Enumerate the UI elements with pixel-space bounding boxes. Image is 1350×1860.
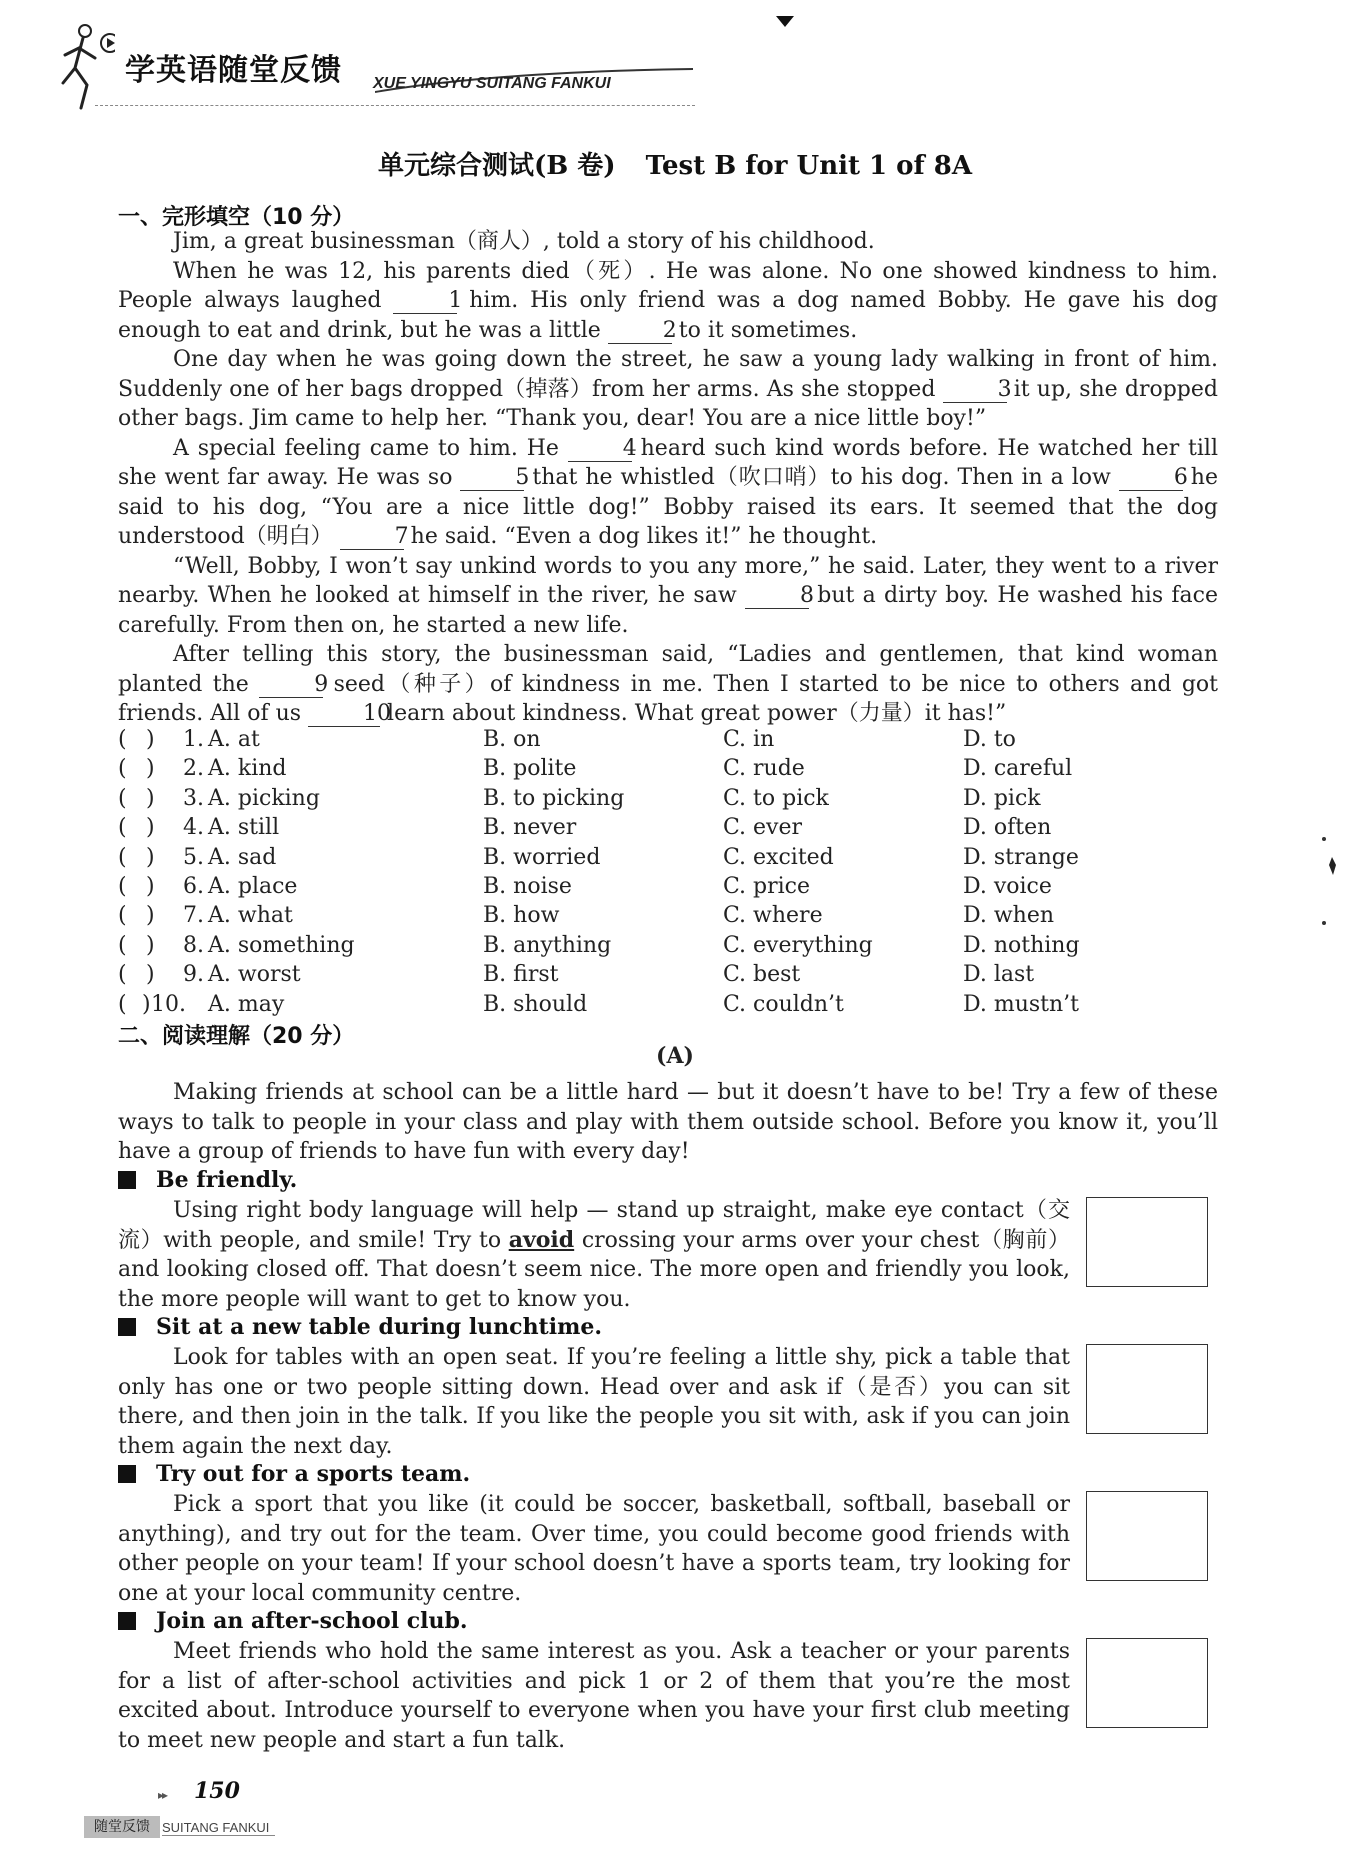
option-d: D. when — [963, 903, 1055, 929]
answer-box[interactable] — [1086, 1344, 1208, 1434]
option-row: ( ) 1. A. at B. on C. in D. to — [118, 725, 1218, 754]
triangle-marker-icon — [776, 16, 794, 27]
blank-2[interactable]: 2 — [608, 319, 672, 344]
blank-4[interactable]: 4 — [568, 437, 632, 462]
option-d: D. strange — [963, 844, 1079, 870]
tip-heading: Join an after-school club. — [118, 1608, 468, 1634]
option-row: ( ) 10. A. may B. should C. couldn’t D. mustn’t — [118, 990, 1218, 1019]
square-bullet-icon — [118, 1318, 136, 1336]
blank-7[interactable]: 7 — [340, 525, 404, 550]
cloze-paragraph: After telling this story, the businessman said, “Ladies and gentlemen, that kind woman planted the 9 seed（种子）of kindness in me. Then I started to be nice to others and got friends. All of us 10 learn about kindness. What great power（力量）it has!” — [118, 642, 1218, 726]
blank-10[interactable]: 10 — [308, 702, 380, 727]
blank-8[interactable]: 8 — [745, 584, 809, 609]
passage-label: (A) — [656, 1043, 694, 1069]
series-title-cn: 学英语随堂反馈 — [125, 53, 342, 88]
option-b: B. first — [483, 962, 559, 988]
answer-box[interactable] — [1086, 1638, 1208, 1728]
answer-paren[interactable]: ) — [146, 873, 155, 899]
cloze-paragraph: A special feeling came to him. He 4 heard such kind words before. He watched her till she went far away. He was so 5 that he whistled（吹口哨）to his dog. Then in a low 6 he said to his dog, “You are a nice little dog!” Bobby raised its ears. It seemed that the dog understood（明白） 7 he said. “Even a dog likes it!” he thought. — [118, 435, 1218, 549]
option-b: B. worried — [483, 844, 601, 870]
test-title — [0, 145, 1350, 182]
option-row: ( ) 7. A. what B. how C. where D. when — [118, 901, 1218, 930]
option-b: B. anything — [483, 932, 612, 958]
option-c: C. where — [723, 903, 823, 929]
option-d: D. nothing — [963, 932, 1080, 958]
cloze-passage — [118, 227, 1218, 729]
cloze-paragraph: “Well, Bobby, I won’t say unkind words to you any more,” he said. Later, they went to a river nearby. When he looked at himself in the river, he saw 8 but a dirty boy. He washed his face carefully. From then on, he started a new life. — [118, 553, 1219, 638]
option-b: B. on — [483, 727, 541, 752]
page-footer — [84, 1770, 384, 1850]
answer-paren[interactable]: ) — [146, 785, 155, 811]
option-row: ( ) 4. A. still B. never C. ever D. often — [118, 813, 1218, 842]
answer-paren[interactable]: ) — [146, 815, 155, 841]
test-title-en: Test B for Unit 1 of 8A — [645, 151, 973, 181]
runner-logo-icon — [55, 23, 115, 113]
option-row: ( ) 9. A. worst B. first C. best D. last — [118, 960, 1218, 989]
answer-paren[interactable]: ) — [146, 727, 155, 752]
cloze-options — [118, 725, 1218, 1019]
option-b: B. how — [483, 903, 560, 929]
square-bullet-icon — [118, 1171, 136, 1189]
tip-paragraph: Meet friends who hold the same interest as you. Ask a teacher or your parents for a list of after-school activities and pick 1 or 2 of them that you’re the most excited about. Introduce yourself to everyone when you have your first club meeting to meet new people and start a fun talk. — [118, 1639, 1070, 1753]
option-a: A. still — [208, 815, 280, 841]
option-row: ( ) 5. A. sad B. worried C. excited D. strange — [118, 843, 1218, 872]
cloze-paragraph: Jim, a great businessman（商人）, told a story of his childhood. — [173, 229, 875, 254]
option-b: B. should — [483, 991, 588, 1017]
tip-heading: Sit at a new table during lunchtime. — [118, 1314, 602, 1340]
blank-9[interactable]: 9 — [259, 673, 323, 698]
square-bullet-icon — [118, 1465, 136, 1483]
blank-6[interactable]: 6 — [1119, 466, 1183, 491]
option-a: A. kind — [208, 756, 287, 782]
option-c: C. price — [723, 873, 811, 899]
option-d: D. often — [963, 815, 1052, 841]
option-a: A. worst — [208, 962, 301, 988]
page-header — [55, 15, 655, 115]
option-a: A. at — [208, 727, 260, 752]
option-b: B. polite — [483, 756, 577, 782]
option-d: D. mustn’t — [963, 991, 1080, 1017]
cloze-paragraph: One day when he was going down the street, he saw a young lady walking in front of him. Suddenly one of her bags dropped（掉落）from her arms. As she stopped 3 it up, she dropped other bags. Jim came to help her. “Thank you, dear! You are a nice little boy!” — [118, 347, 1218, 431]
option-b: B. noise — [483, 873, 572, 899]
option-d: D. voice — [963, 873, 1052, 899]
answer-paren[interactable]: ) — [146, 756, 155, 782]
option-c: C. to pick — [723, 785, 829, 811]
option-b: B. to picking — [483, 785, 625, 811]
scan-speck-icon — [1320, 835, 1340, 935]
option-c: C. in — [723, 727, 775, 752]
option-c: C. excited — [723, 844, 834, 870]
option-c: C. best — [723, 962, 801, 988]
option-a: A. place — [208, 873, 298, 899]
double-arrow-icon: ▸▸ — [158, 1788, 167, 1802]
page-number: 150 — [194, 1778, 240, 1804]
option-a: A. something — [208, 932, 355, 958]
answer-paren[interactable]: ) — [146, 962, 155, 988]
series-title-en: XUE YINGYU SUITANG FANKUI — [373, 75, 611, 92]
option-a: A. sad — [208, 844, 277, 870]
option-c: C. rude — [723, 756, 805, 782]
blank-5[interactable]: 5 — [460, 466, 524, 491]
option-row: ( ) 8. A. something B. anything C. everything D. nothing — [118, 931, 1218, 960]
option-d: D. to — [963, 727, 1016, 752]
option-a: A. what — [208, 903, 293, 929]
answer-paren[interactable]: ) — [146, 844, 155, 870]
cloze-paragraph: When he was 12, his parents died（死）. He was alone. No one showed kindness to him. People always laughed 1 him. His only friend was a dog named Bobby. He gave his dog enough to eat and drink, but he was a little 2 to it sometimes. — [118, 258, 1218, 343]
blank-1[interactable]: 1 — [393, 289, 457, 314]
option-row: ( ) 3. A. picking B. to picking C. to pick D. pick — [118, 784, 1218, 813]
option-a: A. picking — [208, 785, 320, 811]
section-heading-cloze: 一、完形填空（10 分） — [118, 205, 355, 230]
tip-paragraph: Look for tables with an open seat. If you’re feeling a little shy, pick a table that only has one or two people sitting down. Head over and ask if（是否）you can sit there, and then join in the talk. If you like the people you sit with, ask if you can join them again the next day. — [118, 1345, 1070, 1459]
option-c: C. couldn’t — [723, 991, 844, 1017]
blank-3[interactable]: 3 — [943, 378, 1007, 403]
option-row: ( ) 2. A. kind B. polite C. rude D. careful — [118, 754, 1218, 783]
header-divider — [95, 105, 695, 106]
option-d: D. pick — [963, 785, 1041, 811]
option-a: A. may — [208, 991, 285, 1017]
keyword-avoid: avoid — [508, 1226, 575, 1253]
option-c: C. ever — [723, 815, 803, 841]
answer-paren[interactable]: ) — [146, 932, 155, 958]
answer-paren[interactable]: ) — [142, 991, 151, 1017]
square-bullet-icon — [118, 1612, 136, 1630]
test-title-cn: 单元综合测试(B 卷) — [377, 151, 616, 181]
option-row: ( ) 6. A. place B. noise C. price D. voice — [118, 872, 1218, 901]
answer-box[interactable] — [1086, 1197, 1208, 1287]
tip-heading: Try out for a sports team. — [118, 1461, 470, 1487]
option-c: C. everything — [723, 932, 873, 958]
answer-paren[interactable]: ) — [146, 903, 155, 929]
tip-paragraph: Using right body language will help — stand up straight, make eye contact（交流）with people, and smile! Try to avoid crossing your arms over your chest（胸前）and looking closed off. That doesn’t seem nice. The more open and friendly you look, the more people will want to get to know you. — [118, 1198, 1070, 1312]
option-d: D. last — [963, 962, 1035, 988]
footer-badge: 随堂反馈 — [84, 1816, 160, 1838]
answer-box[interactable] — [1086, 1491, 1208, 1581]
option-b: B. never — [483, 815, 577, 841]
reading-intro: Making friends at school can be a little hard — but it doesn’t have to be! Try a few of these ways to talk to people in your class and play with them outside school. Before you know it, you’ll have a group of friends to have fun with every day! — [118, 1080, 1218, 1164]
tip-paragraph: Pick a sport that you like (it could be soccer, basketball, softball, baseball or anything), and try out for the team. Over time, you could become good friends with other people on your team! If your school doesn’t have a sports team, try looking for one at your local community centre. — [118, 1492, 1070, 1606]
section-heading-reading: 二、阅读理解（20 分） — [118, 1024, 355, 1049]
option-d: D. careful — [963, 756, 1073, 782]
footer-series-en: SUITANG FANKUI — [162, 1820, 275, 1836]
tip-heading: Be friendly. — [118, 1167, 297, 1193]
